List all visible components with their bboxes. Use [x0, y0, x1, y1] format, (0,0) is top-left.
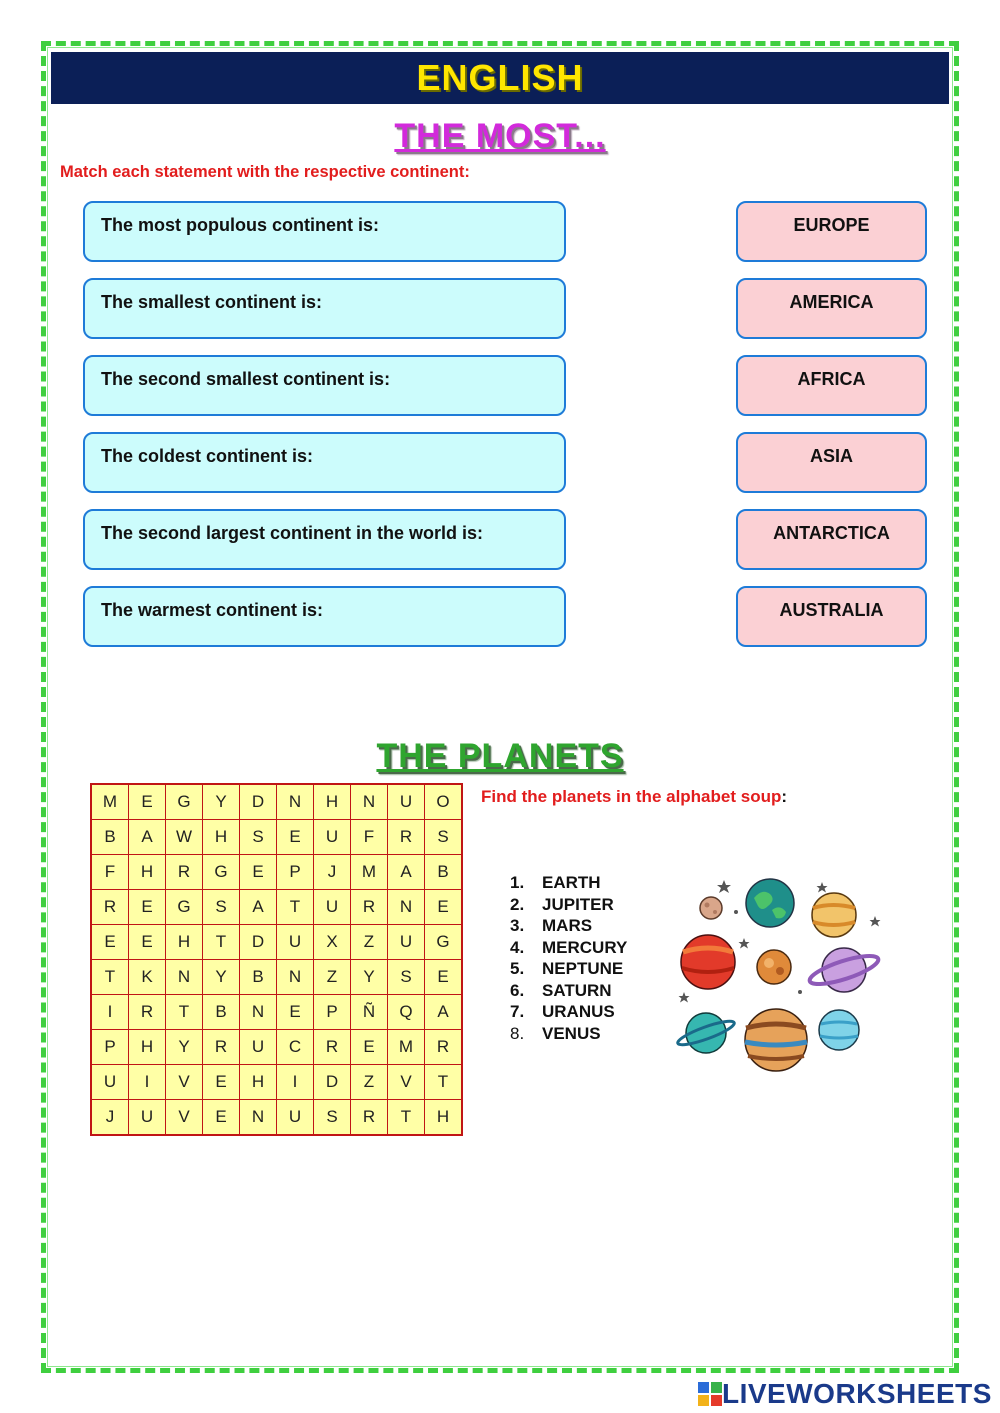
- grid-cell[interactable]: E: [277, 820, 314, 855]
- grid-cell[interactable]: Y: [203, 960, 240, 995]
- grid-cell[interactable]: S: [203, 890, 240, 925]
- planet-number: 5.: [510, 959, 525, 978]
- planet-name: EARTH: [542, 873, 601, 892]
- grid-cell[interactable]: U: [129, 1100, 166, 1136]
- grid-cell[interactable]: R: [166, 855, 203, 890]
- planet-name: VENUS: [542, 1023, 601, 1043]
- grid-cell[interactable]: Q: [388, 995, 425, 1030]
- grid-row: [91, 960, 462, 995]
- jupiter-small-planet: [757, 950, 791, 984]
- planet-list-item: [510, 1001, 627, 1023]
- logo-text: LIVEWORKSHEETS: [722, 1378, 992, 1409]
- grid-cell[interactable]: B: [203, 995, 240, 1030]
- planet-number: 7.: [510, 1002, 525, 1021]
- planet-name: MERCURY: [542, 937, 628, 957]
- planet-name: JUPITER: [542, 894, 614, 914]
- planet-list-item: [510, 894, 627, 916]
- grid-cell[interactable]: R: [351, 1100, 388, 1136]
- continent-option[interactable]: EUROPE: [736, 201, 927, 262]
- section-title-the-planets: THE PLANETS: [376, 737, 624, 775]
- grid-cell[interactable]: Y: [166, 1030, 203, 1065]
- planet-name: NEPTUNE: [542, 959, 624, 978]
- grid-cell[interactable]: T: [91, 960, 129, 995]
- grid-row: [91, 820, 462, 855]
- grid-cell[interactable]: A: [425, 995, 463, 1030]
- planet-list-item: [510, 872, 627, 894]
- grid-cell[interactable]: U: [277, 925, 314, 960]
- grid-cell[interactable]: B: [91, 820, 129, 855]
- grid-cell[interactable]: A: [240, 890, 277, 925]
- grid-cell[interactable]: V: [166, 1065, 203, 1100]
- planet-name: URANUS: [542, 1002, 615, 1021]
- statement-box[interactable]: The coldest continent is:: [83, 432, 566, 493]
- planet-number: 1.: [510, 873, 525, 892]
- star-icon: [717, 880, 731, 893]
- mercury-planet: [700, 897, 722, 919]
- statement-box[interactable]: The smallest continent is:: [83, 278, 566, 339]
- grid-cell[interactable]: R: [425, 1030, 463, 1065]
- continent-option[interactable]: ANTARCTICA: [736, 509, 927, 570]
- grid-cell[interactable]: G: [166, 784, 203, 820]
- grid-cell[interactable]: G: [425, 925, 463, 960]
- grid-cell[interactable]: T: [203, 925, 240, 960]
- grid-row: [91, 1030, 462, 1065]
- grid-cell[interactable]: A: [129, 820, 166, 855]
- grid-cell[interactable]: E: [203, 1100, 240, 1136]
- grid-cell[interactable]: J: [91, 1100, 129, 1136]
- planet-word-list: [510, 872, 627, 1044]
- grid-cell[interactable]: T: [425, 1065, 463, 1100]
- grid-cell[interactable]: N: [240, 995, 277, 1030]
- planet-list-item: [510, 937, 627, 959]
- continent-option[interactable]: AMERICA: [736, 278, 927, 339]
- grid-cell[interactable]: R: [388, 820, 425, 855]
- planet-number: 2.: [510, 894, 525, 914]
- grid-cell[interactable]: H: [129, 1030, 166, 1065]
- grid-cell[interactable]: E: [129, 784, 166, 820]
- statement-box[interactable]: The second smallest continent is:: [83, 355, 566, 416]
- grid-cell[interactable]: H: [129, 855, 166, 890]
- word-search-instruction-colon: :: [781, 787, 788, 806]
- grid-cell[interactable]: R: [91, 890, 129, 925]
- matching-instruction: Match each statement with the respective continent:: [60, 163, 470, 181]
- logo-icon: [698, 1382, 722, 1406]
- section-title-the-most: THE MOST...: [394, 117, 606, 155]
- grid-cell[interactable]: G: [203, 855, 240, 890]
- grid-cell[interactable]: H: [425, 1100, 463, 1136]
- planet-list-item: [510, 915, 627, 937]
- grid-cell[interactable]: E: [240, 855, 277, 890]
- grid-cell[interactable]: M: [351, 855, 388, 890]
- grid-cell[interactable]: V: [166, 1100, 203, 1136]
- grid-cell[interactable]: X: [314, 925, 351, 960]
- grid-cell[interactable]: J: [314, 855, 351, 890]
- grid-row: [91, 995, 462, 1030]
- grid-cell[interactable]: U: [388, 784, 425, 820]
- planet-number: 3.: [510, 916, 525, 935]
- grid-cell[interactable]: Z: [314, 960, 351, 995]
- star-icon: [870, 916, 881, 927]
- grid-cell[interactable]: B: [240, 960, 277, 995]
- grid-row: [91, 890, 462, 925]
- word-search-instruction: [481, 787, 787, 807]
- grid-cell[interactable]: P: [91, 1030, 129, 1065]
- grid-cell[interactable]: U: [240, 1030, 277, 1065]
- neptune-planet: [676, 1013, 736, 1053]
- grid-cell[interactable]: E: [425, 960, 463, 995]
- jupiter-planet: [745, 1009, 807, 1071]
- statement-box[interactable]: The second largest continent in the world is:: [83, 509, 566, 570]
- grid-cell[interactable]: E: [425, 890, 463, 925]
- planet-number: 4.: [510, 937, 525, 957]
- header-bar: [51, 52, 949, 104]
- star-icon: [817, 882, 828, 893]
- grid-cell[interactable]: Y: [203, 784, 240, 820]
- grid-row: [91, 784, 462, 820]
- mars-planet: [681, 935, 735, 989]
- word-search-instruction-text: Find the planets in the alphabet soup: [481, 787, 782, 806]
- grid-cell[interactable]: H: [203, 820, 240, 855]
- grid-cell[interactable]: S: [314, 1100, 351, 1136]
- continent-option[interactable]: AUSTRALIA: [736, 586, 927, 647]
- grid-cell[interactable]: H: [166, 925, 203, 960]
- star-icon: [679, 992, 690, 1003]
- grid-cell[interactable]: U: [91, 1065, 129, 1100]
- liveworksheets-logo[interactable]: [698, 1378, 992, 1410]
- grid-cell[interactable]: R: [351, 890, 388, 925]
- grid-cell[interactable]: E: [129, 925, 166, 960]
- grid-cell[interactable]: N: [277, 784, 314, 820]
- grid-cell[interactable]: N: [388, 890, 425, 925]
- grid-cell[interactable]: O: [425, 784, 463, 820]
- grid-cell[interactable]: T: [166, 995, 203, 1030]
- grid-cell[interactable]: N: [166, 960, 203, 995]
- grid-cell[interactable]: S: [425, 820, 463, 855]
- grid-row: [91, 1100, 462, 1136]
- statement-box[interactable]: The most populous continent is:: [83, 201, 566, 262]
- grid-cell[interactable]: E: [351, 1030, 388, 1065]
- grid-cell[interactable]: H: [314, 784, 351, 820]
- planet-number: 6.: [510, 980, 525, 1000]
- grid-cell[interactable]: R: [129, 995, 166, 1030]
- grid-cell[interactable]: G: [166, 890, 203, 925]
- grid-cell[interactable]: U: [314, 820, 351, 855]
- grid-cell[interactable]: I: [129, 1065, 166, 1100]
- planets-illustration: [672, 870, 882, 1085]
- grid-cell[interactable]: Z: [351, 925, 388, 960]
- word-search-grid[interactable]: [90, 783, 463, 1136]
- grid-cell[interactable]: P: [314, 995, 351, 1030]
- page-title: ENGLISH: [416, 57, 584, 98]
- saturn-planet: [807, 948, 881, 992]
- grid-cell[interactable]: D: [240, 925, 277, 960]
- grid-cell[interactable]: R: [314, 1030, 351, 1065]
- grid-cell[interactable]: A: [388, 855, 425, 890]
- star-icon: [739, 938, 750, 949]
- statement-box[interactable]: The warmest continent is:: [83, 586, 566, 647]
- planet-list-item: [510, 958, 627, 980]
- grid-cell[interactable]: N: [351, 784, 388, 820]
- grid-cell[interactable]: Ñ: [351, 995, 388, 1030]
- grid-cell[interactable]: T: [277, 890, 314, 925]
- grid-cell[interactable]: I: [277, 1065, 314, 1100]
- grid-row: [91, 855, 462, 890]
- grid-cell[interactable]: E: [91, 925, 129, 960]
- grid-cell[interactable]: I: [91, 995, 129, 1030]
- grid-cell[interactable]: T: [388, 1100, 425, 1136]
- grid-cell[interactable]: D: [314, 1065, 351, 1100]
- continent-option[interactable]: ASIA: [736, 432, 927, 493]
- grid-cell[interactable]: C: [277, 1030, 314, 1065]
- grid-cell[interactable]: F: [91, 855, 129, 890]
- planet-name: MARS: [542, 916, 593, 935]
- grid-cell[interactable]: M: [388, 1030, 425, 1065]
- grid-cell[interactable]: R: [203, 1030, 240, 1065]
- grid-cell[interactable]: S: [240, 820, 277, 855]
- grid-cell[interactable]: K: [129, 960, 166, 995]
- grid-cell[interactable]: P: [277, 855, 314, 890]
- grid-cell[interactable]: Y: [351, 960, 388, 995]
- grid-cell[interactable]: W: [166, 820, 203, 855]
- planet-list-item: [510, 1023, 627, 1045]
- grid-cell[interactable]: U: [388, 925, 425, 960]
- continent-option[interactable]: AFRICA: [736, 355, 927, 416]
- grid-cell[interactable]: H: [240, 1065, 277, 1100]
- grid-cell[interactable]: Z: [351, 1065, 388, 1100]
- grid-cell[interactable]: N: [277, 960, 314, 995]
- planet-list-item: [510, 980, 627, 1002]
- grid-cell[interactable]: U: [277, 1100, 314, 1136]
- grid-cell[interactable]: U: [314, 890, 351, 925]
- grid-cell[interactable]: F: [351, 820, 388, 855]
- grid-cell[interactable]: E: [277, 995, 314, 1030]
- grid-cell[interactable]: M: [91, 784, 129, 820]
- uranus-planet: [819, 1010, 859, 1050]
- grid-cell[interactable]: D: [240, 784, 277, 820]
- planet-number: 8.: [510, 1023, 525, 1043]
- grid-row: [91, 925, 462, 960]
- grid-cell[interactable]: S: [388, 960, 425, 995]
- grid-cell[interactable]: N: [240, 1100, 277, 1136]
- grid-cell[interactable]: V: [388, 1065, 425, 1100]
- grid-row: [91, 1065, 462, 1100]
- grid-cell[interactable]: E: [203, 1065, 240, 1100]
- planet-name: SATURN: [542, 980, 612, 1000]
- grid-cell[interactable]: E: [129, 890, 166, 925]
- grid-cell[interactable]: B: [425, 855, 463, 890]
- venus-planet: [812, 893, 856, 937]
